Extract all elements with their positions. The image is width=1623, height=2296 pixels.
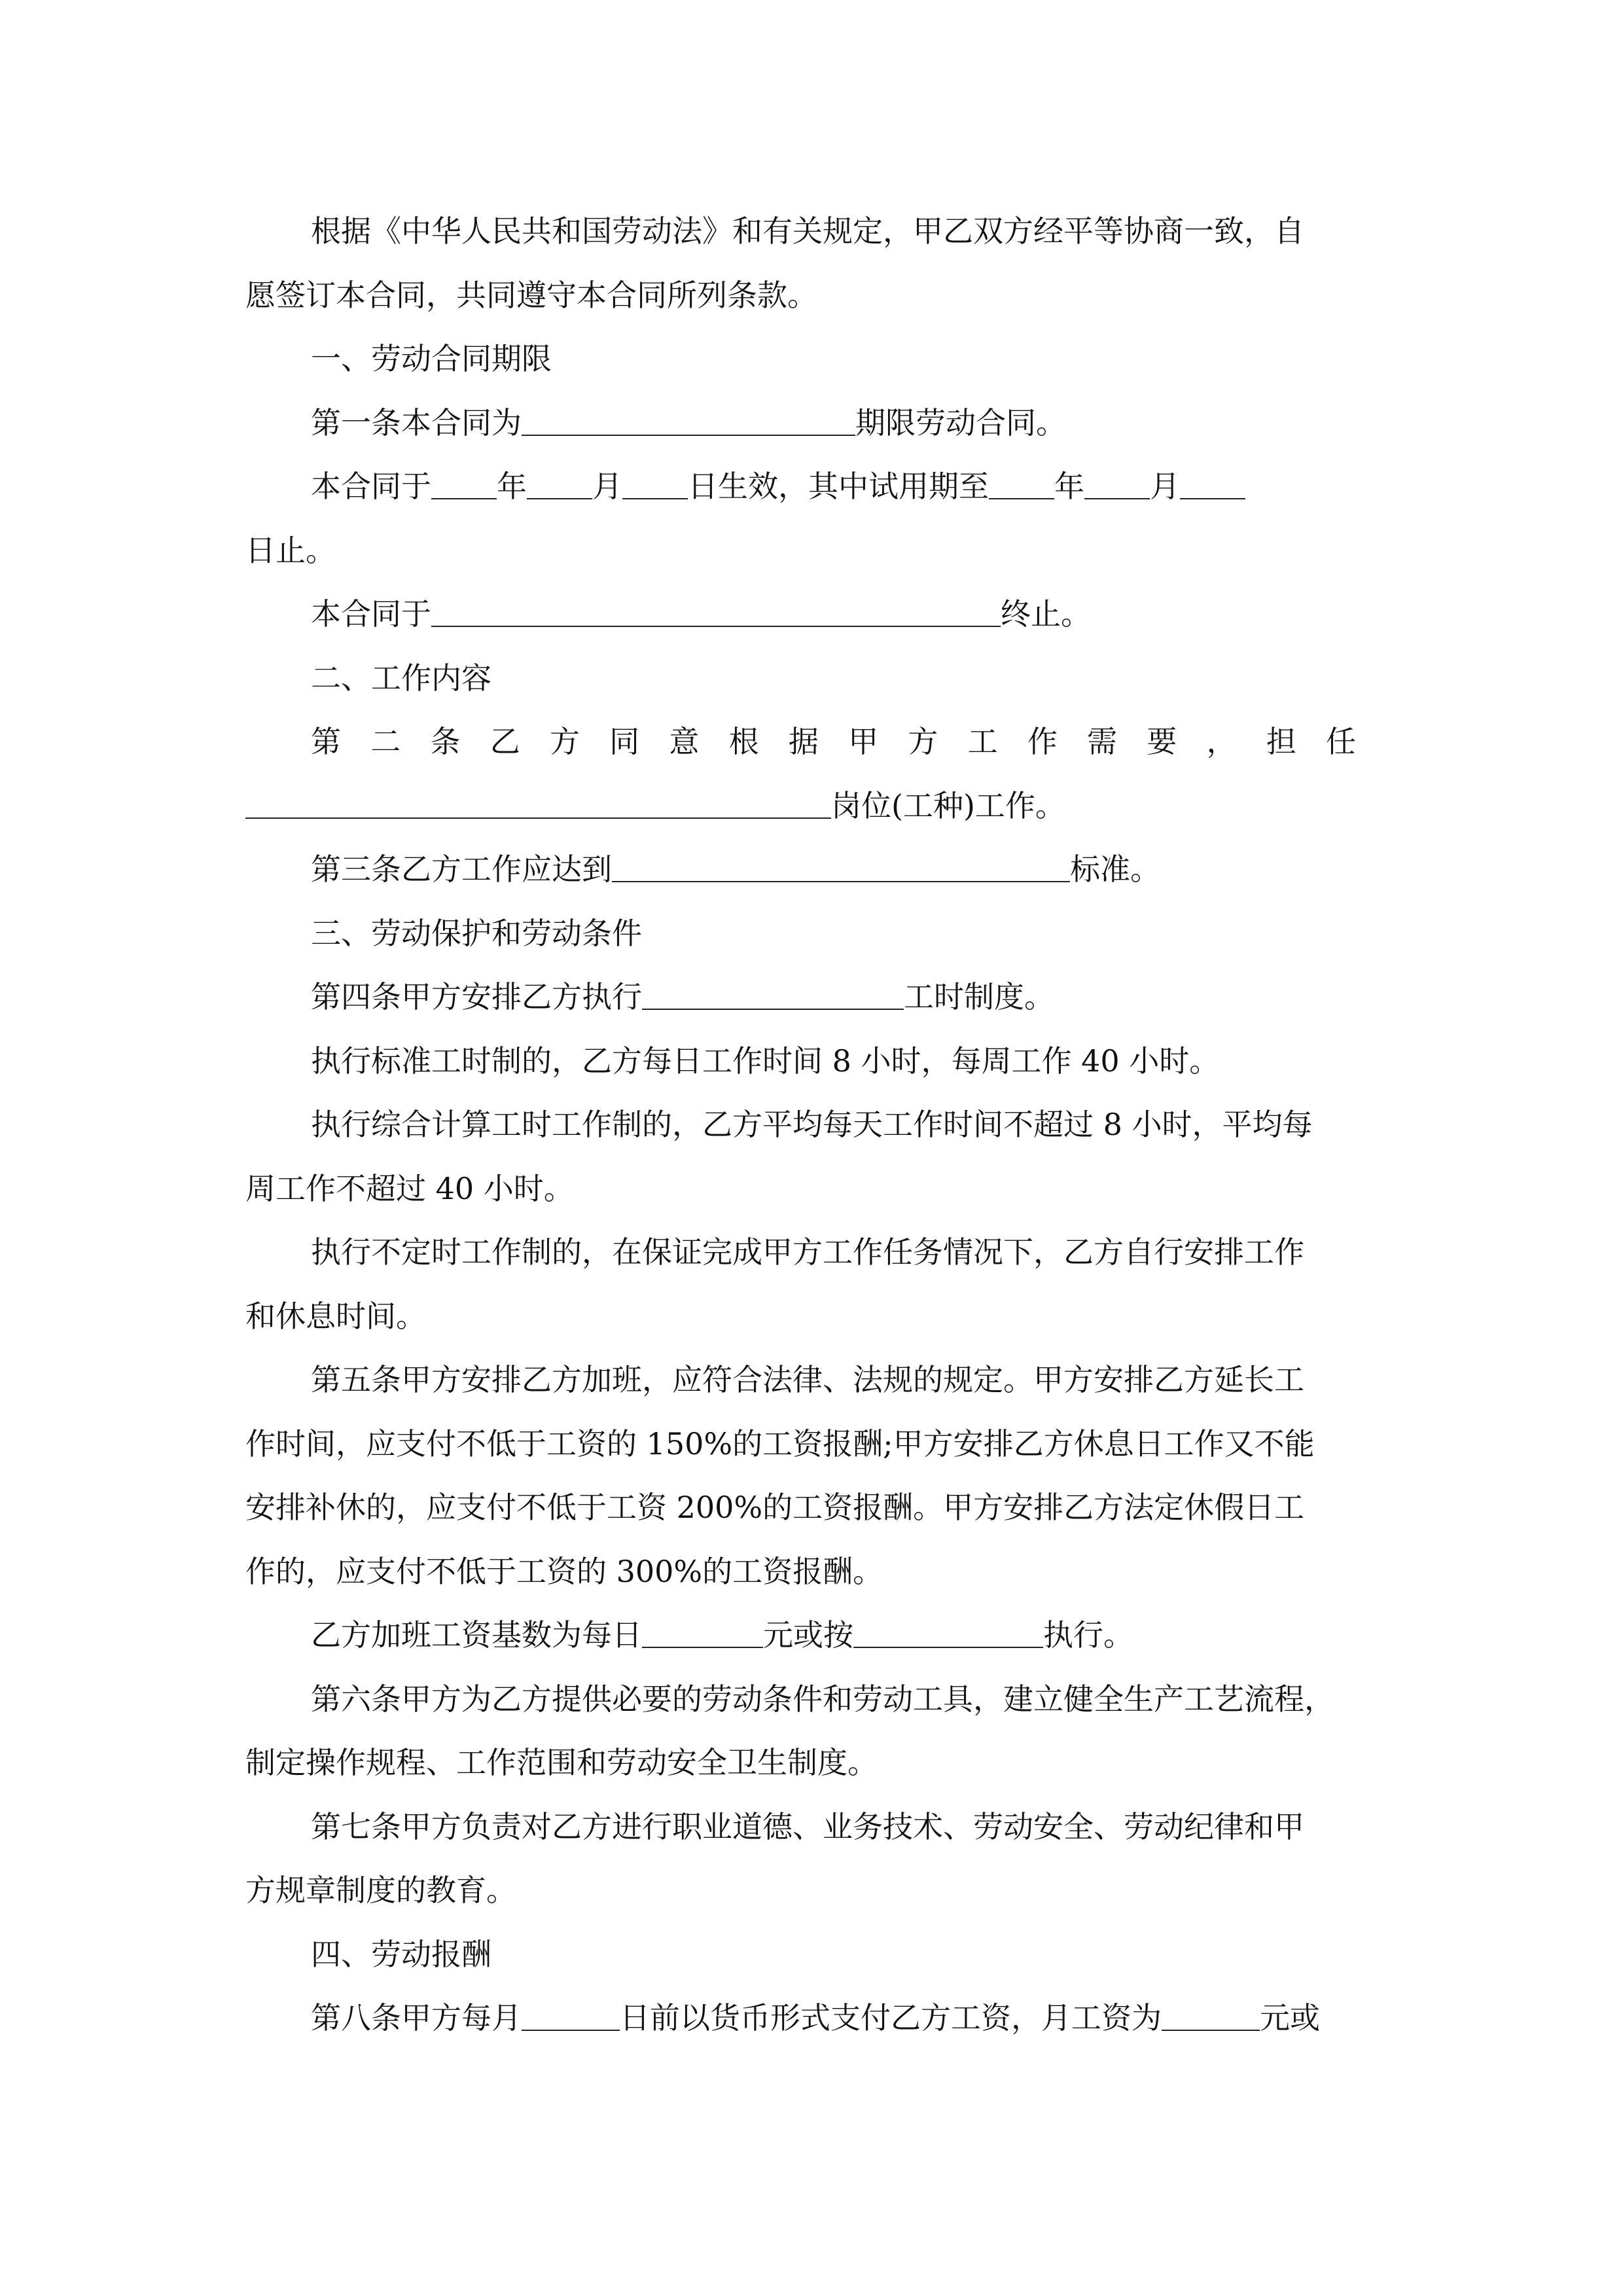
effective-date-line (245, 455, 1378, 519)
article-2-line-1 (245, 710, 1378, 774)
standard-hours-line (245, 1030, 1378, 1094)
flexible-hours-text-2: 和休息时间。 (245, 1298, 426, 1334)
article-8-middle: 日前以货币形式支付乙方工资，月工资为 (620, 2000, 1162, 2036)
article-1-prefix: 第一条本合同为 (311, 404, 522, 440)
article-6-text-2: 制定操作规程、工作范围和劳动安全卫生制度。 (245, 1745, 878, 1780)
flexible-hours-text-1: 执行不定时工作制的，在保证完成甲方工作任务情况下，乙方自行安排工作 (311, 1234, 1304, 1270)
standard-blank[interactable] (612, 852, 1070, 882)
section-1-title: 一、劳动合同期限 (311, 341, 552, 376)
start-day-blank[interactable] (622, 469, 688, 499)
article-1-suffix: 期限劳动合同。 (855, 404, 1066, 440)
section-3-title: 三、劳动保护和劳动条件 (311, 915, 642, 951)
overtime-base-line (245, 1604, 1378, 1668)
position-blank[interactable] (245, 789, 831, 819)
contract-type-blank[interactable] (522, 406, 855, 436)
article-6-text-1: 第六条甲方为乙方提供必要的劳动条件和劳动工具，建立健全生产工艺流程， (311, 1681, 1334, 1717)
start-year-label: 年 (497, 469, 527, 504)
termination-prefix: 本合同于 (311, 596, 431, 632)
contract-body (245, 200, 1378, 2051)
probation-day-blank[interactable] (1180, 469, 1245, 499)
effective-prefix: 本合同于 (311, 469, 431, 504)
monthly-wage-blank[interactable] (1162, 2001, 1260, 2031)
termination-suffix: 终止。 (1001, 596, 1091, 632)
article-6-line-1 (245, 1668, 1378, 1732)
article-4-prefix: 第四条甲方安排乙方执行 (311, 979, 642, 1014)
flexible-hours-line-2 (245, 1285, 1378, 1349)
article-7-line-2 (245, 1859, 1378, 1923)
overtime-amount-blank[interactable] (642, 1618, 763, 1648)
probation-end-text: 日止。 (245, 532, 336, 568)
article-2-line-2 (245, 774, 1378, 838)
article-8-prefix: 第八条甲方每月 (311, 2000, 522, 2036)
preamble-line-1 (245, 200, 1378, 264)
effective-date-end (245, 519, 1378, 583)
probation-month-blank[interactable] (1084, 469, 1150, 499)
article-5-line-1 (245, 1348, 1378, 1412)
article-4 (245, 965, 1378, 1030)
article-7-line-1 (245, 1795, 1378, 1859)
article-5-text-3: 安排补休的，应支付不低于工资 200%的工资报酬。甲方安排乙方法定休假日工 (245, 1490, 1305, 1525)
article-8-suffix: 元或 (1260, 2000, 1320, 2036)
article-1 (245, 391, 1378, 456)
termination-line (245, 583, 1378, 647)
preamble-text-1: 根据《中华人民共和国劳动法》和有关规定，甲乙双方经平等协商一致，自 (311, 213, 1304, 249)
probation-month-label: 月 (1150, 469, 1180, 504)
overtime-prefix: 乙方加班工资基数为每日 (311, 1617, 642, 1653)
article-5-line-2 (245, 1412, 1378, 1477)
start-month-blank[interactable] (527, 469, 592, 499)
start-month-label: 月 (592, 469, 622, 504)
section-4-title: 四、劳动报酬 (311, 1936, 491, 1972)
article-7-text-2: 方规章制度的教育。 (245, 1873, 516, 1908)
overtime-suffix: 执行。 (1043, 1617, 1133, 1653)
comprehensive-hours-text-1: 执行综合计算工时工作制的，乙方平均每天工作时间不超过 8 小时，平均每 (311, 1107, 1313, 1142)
preamble-text-2: 愿签订本合同，共同遵守本合同所列条款。 (245, 277, 817, 313)
section-1-heading (245, 327, 1378, 391)
section-4-heading (245, 1923, 1378, 1987)
section-2-heading (245, 647, 1378, 711)
article-2-prefix: 第二条乙方同意根据甲方工作需要，担任 (311, 724, 1378, 759)
article-5-text-1: 第五条甲方安排乙方加班，应符合法律、法规的规定。甲方安排乙方延长工 (311, 1362, 1304, 1397)
probation-year-blank[interactable] (989, 469, 1054, 499)
article-5-line-3 (245, 1476, 1378, 1540)
comprehensive-hours-text-2: 周工作不超过 40 小时。 (245, 1170, 574, 1206)
section-3-heading (245, 902, 1378, 966)
comprehensive-hours-line-2 (245, 1157, 1378, 1221)
article-3-prefix: 第三条乙方工作应达到 (311, 852, 612, 887)
flexible-hours-line-1 (245, 1221, 1378, 1285)
standard-hours-text: 执行标准工时制的，乙方每日工作时间 8 小时，每周工作 40 小时。 (311, 1043, 1220, 1079)
section-2-title: 二、工作内容 (311, 660, 491, 696)
work-hours-system-blank[interactable] (642, 980, 904, 1010)
probation-text: 日生效，其中试用期至 (688, 469, 989, 504)
article-4-suffix: 工时制度。 (904, 979, 1054, 1014)
termination-blank[interactable] (431, 597, 1001, 627)
article-7-text-1: 第七条甲方负责对乙方进行职业道德、业务技术、劳动安全、劳动纪律和甲 (311, 1808, 1304, 1844)
probation-year-label: 年 (1054, 469, 1084, 504)
pay-day-blank[interactable] (522, 2001, 620, 2031)
article-5-text-2: 作时间，应支付不低于工资的 150%的工资报酬;甲方安排乙方休息日工作又不能 (245, 1426, 1315, 1462)
article-2-suffix: 岗位(工种)工作。 (831, 787, 1065, 823)
article-3-suffix: 标准。 (1070, 852, 1160, 887)
comprehensive-hours-line-1 (245, 1093, 1378, 1157)
start-year-blank[interactable] (431, 469, 497, 499)
article-3 (245, 838, 1378, 902)
article-5-line-4 (245, 1540, 1378, 1604)
article-5-text-4: 作的，应支付不低于工资的 300%的工资报酬。 (245, 1553, 883, 1589)
article-8-line-1 (245, 1986, 1378, 2051)
overtime-basis-blank[interactable] (853, 1618, 1043, 1648)
article-6-line-2 (245, 1731, 1378, 1795)
preamble-line-2 (245, 264, 1378, 328)
overtime-middle: 元或按 (763, 1617, 853, 1653)
